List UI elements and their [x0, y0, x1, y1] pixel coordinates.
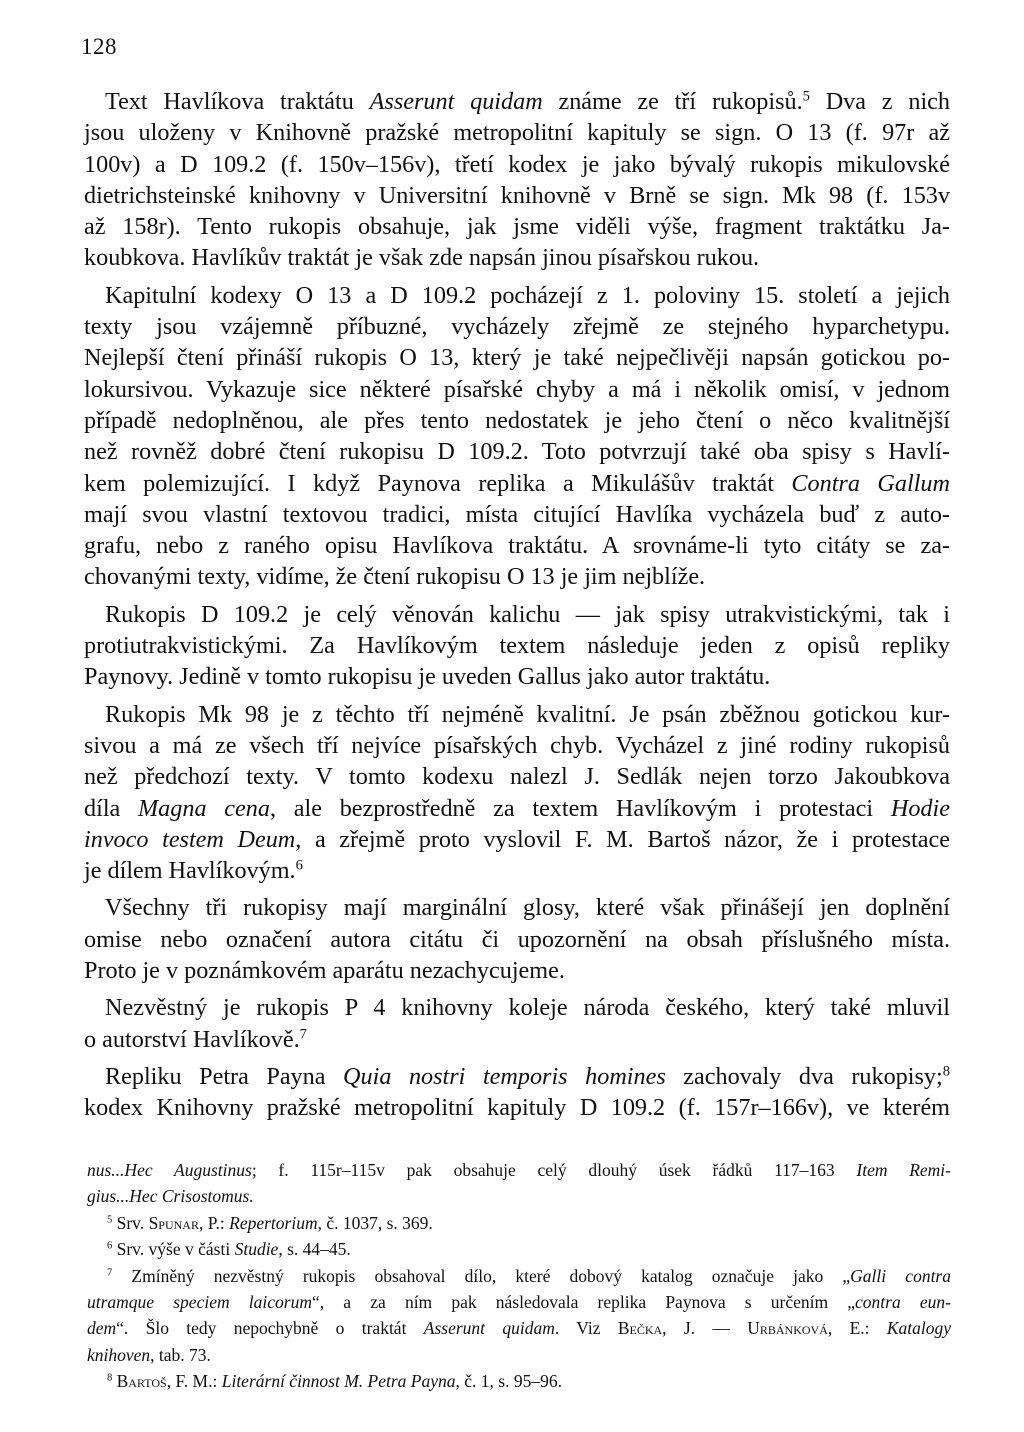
text-line: invoco testem Deum, a zřejmě proto vyslovil F. M. Bartoš názor, že i protestace [84, 825, 950, 853]
footnote-7-line: dem“. Šlo tedy nepochybně o traktát Asserunt quidam. Viz Bečka, J. — Urbánková, E.: Katalogy [87, 1318, 952, 1339]
text-line: je dílem Havlíkovým.$^6$ [84, 857, 303, 885]
footnotes [87, 1157, 951, 1395]
main-text [84, 86, 950, 1130]
text-line: Nezvěstný je rukopis P 4 knihovny koleje národa českého, který také mluvil [105, 994, 950, 1022]
text-line: dietrichsteinské knihovny v Universitní knihovně v Brně se sign. Mk 98 (f. 153v [84, 181, 950, 209]
text-line: Rukopis Mk 98 je z těchto tří nejméně kvalitní. Je psán zběžnou gotickou kur- [105, 700, 950, 728]
text-line: o autorství Havlíkově.$^7$ [84, 1025, 307, 1053]
paragraph-7 [84, 1061, 950, 1124]
paragraph-6 [84, 992, 950, 1055]
footnote-continuation: nus...Hec Augustinus; f. 115r–115v pak obsahuje celý dlouhý úsek řádků 117–163 Item Remi- [87, 1160, 951, 1180]
text-line: Všechny tři rukopisy mají marginální glosy, které však přinášejí jen doplnění [105, 894, 950, 922]
text-line: případě nedoplněnou, ale přes tento nedostatek je jeho čtení o něco kvalitnější [84, 406, 950, 434]
footnote-ref-6: 6 [295, 857, 303, 874]
text-line: Proto je v poznámkovém aparátu nezachycujeme. [84, 957, 565, 985]
page-number: 128 [81, 34, 117, 59]
footnote-6: $^6$ Srv. výše v části Studie, s. 44–45. [107, 1239, 351, 1260]
text-line: kodex Knihovny pražské metropolitní kapituly D 109.2 (f. 157r–166v), ve kterém [84, 1094, 950, 1122]
text-line: omise nebo označení autora citátu či upozornění na obsah příslušného místa. [84, 925, 950, 953]
text-line: chovanými texty, vidíme, že čtení rukopisu O 13 je jim nejblíže. [84, 563, 706, 591]
text-line: grafu, nebo z raného opisu Havlíkova traktátu. A srovnáme-li tyto citáty se za- [84, 532, 950, 560]
text-line: protiutrakvistickými. Za Havlíkovým textem následuje jeden z opisů repliky [84, 632, 950, 660]
text-line: sivou a má ze všech tří nejvíce písařských chyb. Vycházel z jiné rodiny rukopisů [84, 731, 950, 759]
text-line: koubkova. Havlíkův traktát je však zde napsán jinou písařskou rukou. [84, 244, 760, 272]
footnote-5: $^5$ Srv. Spunar, P.: Repertorium, č. 1037, s. 369. [107, 1212, 433, 1233]
paragraph-3 [84, 599, 950, 693]
text-line: jsou uloženy v Knihovně pražské metropolitní kapituly se sign. O 13 (f. 97r až [84, 119, 950, 147]
text-line: texty jsou vzájemně příbuzné, vycházely zřejmě ze stejného hyparchetypu. [84, 313, 950, 341]
text-line: mají svou vlastní textovou tradici, místa citující Havlíka vycházela buď z auto- [84, 500, 950, 528]
footnote-ref-5: 5 [802, 88, 810, 105]
text-line: kem polemizující. I když Paynova replika a Mikulášův traktát Contra Gallum [84, 469, 950, 497]
paragraph-1 [84, 86, 950, 274]
paragraph-2 [84, 280, 950, 593]
footnote-7: $^7$ Zmíněný nezvěstný rukopis obsahoval dílo, které dobový katalog označuje jako „Galli contra [107, 1265, 951, 1286]
paragraph-4 [84, 699, 950, 887]
footnote-7-line: utramque speciem laicorum“, a za ním pak následovala replika Paynova s určením „contra eun- [87, 1292, 951, 1313]
text-line: až 158r). Tento rukopis obsahuje, jak jsme viděli výše, fragment traktátku Ja- [84, 213, 950, 241]
footnote-ref-8: 8 [942, 1063, 950, 1080]
footnote-7-line: knihoven, tab. 73. [87, 1344, 211, 1365]
text-line: díla Magna cena, ale bezprostředně za textem Havlíkovým i protestaci Hodie [84, 794, 950, 822]
text-line: lokursivou. Vykazuje sice některé písařské chyby a má i několik omisí, v jednom [84, 375, 950, 403]
text-line: než rovněž dobré čtení rukopisu D 109.2. Toto potvrzují také oba spisy s Havlí- [84, 438, 950, 466]
text-line: Paynovy. Jedině v tomto rukopisu je uveden Gallus jako autor traktátu. [84, 663, 771, 691]
text-line: Kapitulní kodexy O 13 a D 109.2 pocházejí z 1. poloviny 15. století a jejich [105, 281, 950, 309]
text-line: Rukopis D 109.2 je celý věnován kalichu — jak spisy utrakvistickými, tak i [105, 600, 950, 628]
text-line: Repliku Petra Payna Quia nostri temporis homines zachovaly dva rukopisy;$^8$ [105, 1062, 950, 1090]
footnote-ref-7: 7 [299, 1025, 307, 1042]
footnote-8: $^8$ Bartoš, F. M.: Literární činnost M. Petra Payna, č. 1, s. 95–96. [107, 1371, 562, 1392]
paragraph-5 [84, 892, 950, 986]
text-line: 100v) a D 109.2 (f. 150v–156v), třetí kodex je jako bývalý rukopis mikulovské [84, 150, 950, 178]
text-line: než předchozí texty. V tomto kodexu nalezl J. Sedlák nejen torzo Jakoubkova [84, 763, 950, 791]
footnote-continuation: gius...Hec Crisostomus. [87, 1186, 254, 1207]
text-line: Nejlepší čtení přináší rukopis O 13, který je také nejpečlivěji napsán gotickou po- [84, 344, 950, 372]
text-line: Text Havlíkova traktátu Asserunt quidam známe ze tří rukopisů.$^5$ Dva z nich [105, 88, 950, 115]
